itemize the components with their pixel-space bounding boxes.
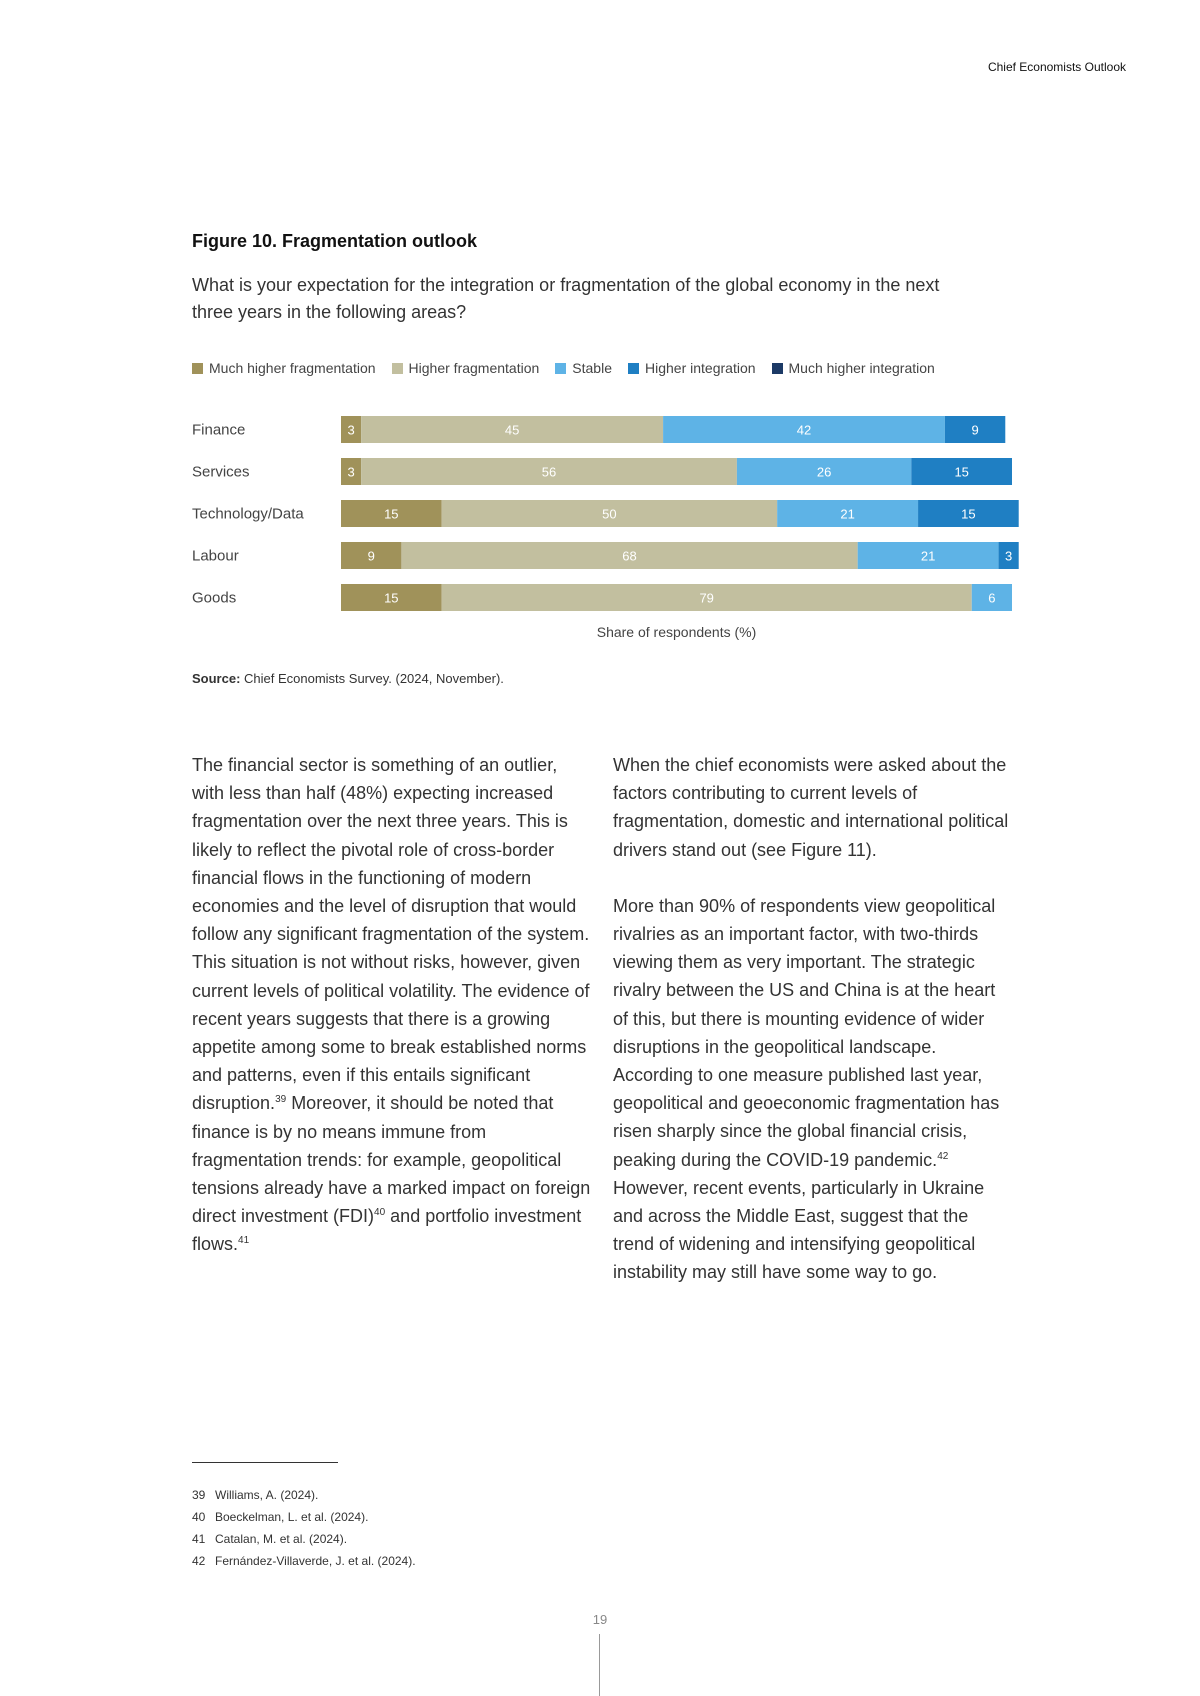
footnote-ref[interactable]: 40 — [374, 1207, 386, 1219]
legend-item — [392, 360, 540, 376]
legend-label: Much higher integration — [788, 360, 935, 376]
legend-item — [628, 360, 756, 376]
stacked-bar-chart — [180, 404, 1020, 654]
data-label: 21 — [840, 506, 855, 522]
category-label: Labour — [192, 547, 239, 565]
data-label: 15 — [384, 506, 399, 522]
footnote — [192, 1484, 416, 1506]
data-label: 15 — [961, 506, 976, 522]
footnote — [192, 1506, 416, 1528]
data-label: 26 — [816, 464, 832, 480]
body-column-left — [192, 751, 592, 1287]
data-label: 56 — [541, 464, 557, 480]
data-label: 3 — [347, 422, 355, 438]
category-label: Finance — [192, 421, 246, 439]
footnote-text: Catalan, M. et al. (2024). — [215, 1532, 348, 1546]
footnote-divider — [192, 1462, 338, 1463]
running-header: Chief Economists Outlook — [987, 60, 1126, 74]
body-paragraph — [613, 892, 1013, 1287]
paragraph-text: and portfolio investment flows. — [192, 1206, 582, 1255]
data-label: 9 — [367, 548, 375, 564]
footnote-number: 39 — [192, 1488, 206, 1502]
legend-item — [192, 360, 376, 376]
data-label: 21 — [920, 548, 936, 564]
footnote-text: Williams, A. (2024). — [215, 1488, 319, 1502]
data-label: 50 — [602, 506, 617, 522]
footnote-text: Boeckelman, L. et al. (2024). — [215, 1510, 369, 1524]
chart-legend — [192, 360, 935, 376]
legend-label: Higher integration — [645, 360, 756, 376]
source-text: Chief Economists Survey. (2024, November). — [240, 671, 504, 686]
figure-source — [192, 671, 504, 686]
category-label: Technology/Data — [192, 505, 304, 523]
legend-label: Much higher fragmentation — [209, 360, 376, 376]
paragraph-text: More than 90% of respondents view geopolitical rivalries as an important factor, with two-thirds viewing them as very important. The strategic rivalry between the US and China is at the heart of this, but there is mounting evidence of wider disruptions in the geopolitical landscape. According to one measure published last year, geopolitical and geoeconomic fragmentation has risen sharply since the global financial crisis, peaking during the COVID-19 pandemic. — [613, 895, 1000, 1170]
data-label: 45 — [504, 422, 520, 438]
page-divider-line — [599, 1634, 600, 1696]
body-paragraph — [192, 751, 592, 1259]
paragraph-text: However, recent events, particularly in Ukraine and across the Middle East, suggest that the trend of widening and intensifying geopolitical instability may still have some way to go. — [613, 1177, 985, 1283]
data-label: 79 — [699, 590, 714, 606]
category-label: Goods — [192, 589, 237, 607]
paragraph-text: Moreover, it should be noted that finance is by no means immune from fragmentation trends: for example, geopolitical tensions already have a marked impact on foreign direct investment (FDI) — [192, 1093, 591, 1227]
category-label: Services — [192, 463, 250, 481]
footnote-text: Fernández-Villaverde, J. et al. (2024). — [215, 1554, 416, 1568]
footnote-ref[interactable]: 42 — [937, 1150, 949, 1162]
paragraph-text: The financial sector is something of an outlier, with less than half (48%) expecting increased fragmentation over the next three years. This is likely to reflect the pivotal role of cross-border financial flows in the functioning of modern economies and the level of disruption that would follow any significant fragmentation of the system. This situation is not without risks, however, given current levels of political volatility. The evidence of recent years suggests that there is a growing appetite among some to break established norms and patterns, even if this entails significant disruption. — [192, 755, 590, 1114]
page-number: 19 — [592, 1612, 608, 1627]
footnote-number: 40 — [192, 1510, 206, 1524]
data-label: 15 — [384, 590, 399, 606]
footnote — [192, 1528, 416, 1550]
footnotes — [192, 1484, 416, 1572]
data-label: 3 — [347, 464, 355, 480]
data-label: 42 — [796, 422, 812, 438]
legend-swatch — [555, 363, 566, 374]
legend-label: Higher fragmentation — [408, 360, 540, 376]
x-axis-label: Share of respondents (%) — [596, 624, 757, 640]
footnote — [192, 1550, 416, 1572]
data-label: 9 — [971, 422, 979, 438]
legend-label: Stable — [572, 360, 612, 376]
source-label: Source: — [192, 671, 241, 686]
figure-title: Figure 10. Fragmentation outlook — [192, 231, 478, 251]
footnote-ref[interactable]: 41 — [238, 1235, 250, 1247]
legend-swatch — [192, 363, 203, 374]
legend-swatch — [628, 363, 639, 374]
footnote-ref[interactable]: 39 — [275, 1094, 287, 1106]
legend-item — [555, 360, 612, 376]
footnote-number: 41 — [192, 1532, 206, 1546]
figure-subtitle: What is your expectation for the integration or fragmentation of the global economy in the next three years in the following areas? — [192, 275, 940, 322]
legend-swatch — [392, 363, 403, 374]
data-label: 6 — [988, 590, 996, 606]
data-label: 15 — [954, 464, 969, 480]
body-column-right — [613, 751, 1013, 1315]
footnote-number: 42 — [192, 1554, 206, 1568]
data-label: 68 — [622, 548, 637, 564]
legend-swatch — [772, 363, 783, 374]
legend-item — [772, 360, 935, 376]
data-label: 3 — [1005, 548, 1013, 564]
body-paragraph: When the chief economists were asked about the factors contributing to current levels of fragmentation, domestic and international political drivers stand out (see Figure 11). — [613, 755, 1009, 860]
